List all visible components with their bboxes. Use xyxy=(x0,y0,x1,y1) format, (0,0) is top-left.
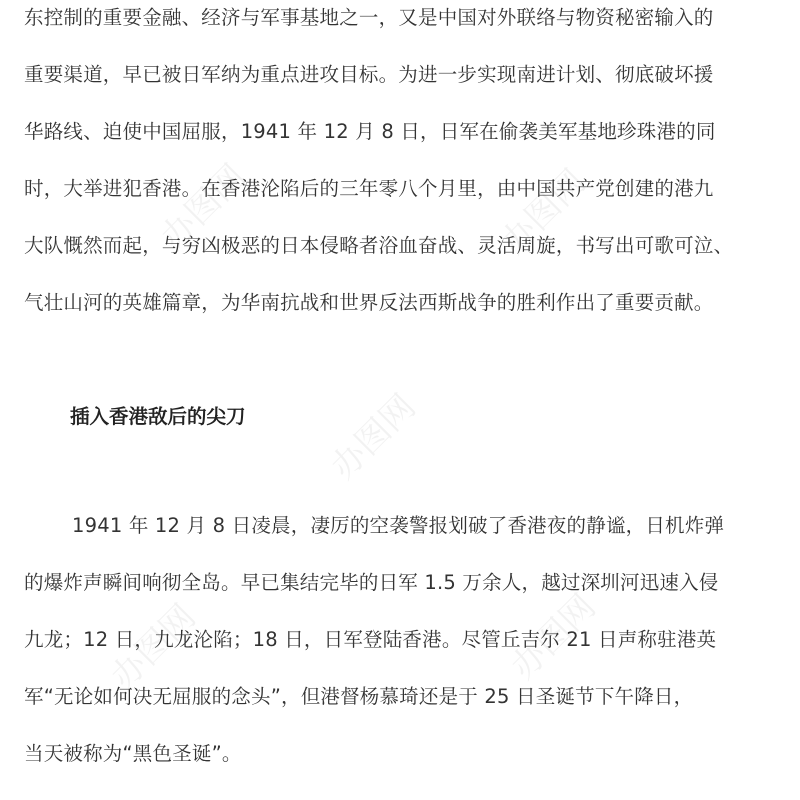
paragraph-line: 军“无论如何决无屈服的念头”，但港督杨慕琦还是于 25 日圣诞节下午降日， xyxy=(24,685,694,708)
watermark: 办图网 xyxy=(503,586,604,688)
watermark: 办图网 xyxy=(153,156,254,258)
paragraph-line: 重要渠道，早已被日军纳为重点进攻目标。为进一步实现南进计划、彻底破坏援 xyxy=(24,63,714,86)
paragraph-line: 当天被称为“黑色圣诞”。 xyxy=(24,742,242,765)
section-heading: 插入香港敌后的尖刀 xyxy=(70,405,246,428)
paragraph-line: 华路线、迫使中国屈服，1941 年 12 月 8 日，日军在偷袭美军基地珍珠港的同 xyxy=(24,120,716,143)
paragraph-line: 的爆炸声瞬间响彻全岛。早已集结完毕的日军 1.5 万余人，越过深圳河迅速入侵 xyxy=(24,571,719,594)
paragraph-line: 东控制的重要金融、经济与军事基地之一，又是中国对外联络与物资秘密输入的 xyxy=(24,6,714,29)
watermark: 办图网 xyxy=(323,386,424,488)
watermark: 办图网 xyxy=(493,161,594,263)
watermark: 办图网 xyxy=(103,596,204,698)
paragraph-line: 九龙；12 日，九龙沦陷；18 日，日军登陆香港。尽管丘吉尔 21 日声称驻港英 xyxy=(24,628,717,651)
paragraph-line: 时，大举进犯香港。在香港沦陷后的三年零八个月里，由中国共产党创建的港九 xyxy=(24,177,714,200)
paragraph-line: 1941 年 12 月 8 日凌晨，凄厉的空袭警报划破了香港夜的静谧，日机炸弹 xyxy=(72,514,725,537)
paragraph-line: 大队慨然而起，与穷凶极恶的日本侵略者浴血奋战、灵活周旋，书写出可歌可泣、 xyxy=(24,234,734,257)
paragraph-line: 气壮山河的英雄篇章，为华南抗战和世界反法西斯战争的胜利作出了重要贡献。 xyxy=(24,291,714,314)
